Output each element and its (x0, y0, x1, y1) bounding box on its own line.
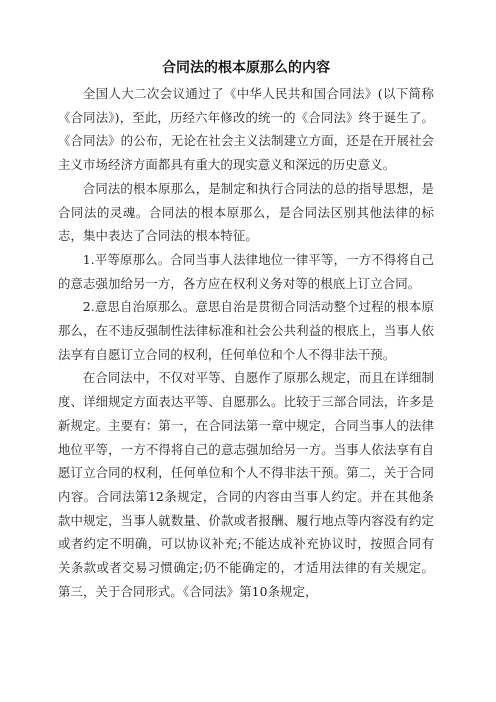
paragraph-details: 在合同法中，不仅对平等、自愿作了原那么规定，而且在详细制度、详细规定方面表达平等、自愿那么。比较于三部合同法，许多是新规定。主要有：第一，在合同法第一章中规定，合同当事人的法律地位平等，一方不得将自己的意志强加给另一方。当事人依法享有自愿订立合同的权利，任何单位和个人不得非法干预。第二，关于合同内容。合同法第12条规定，合同的内容由当事人约定。并在其他条款中规定，当事人就数量、价款或者报酬、履行地点等内容没有约定或者约定不明确，可以协议补充;不能达成补充协议时，按照合同有关条款或者交易习惯确定;仍不能确定的，才适用法律的有关规定。第三，关于合同形式。《合同法》第10条规定， (58, 370, 434, 599)
document-title: 合同法的根本原那么的内容 (162, 60, 330, 76)
paragraph-intro: 全国人大二次会议通过了《中华人民共和国合同法》(以下简称《合同法》)，至此，历经六年修改的统一的《合同法》终于诞生了。《合同法》的公布，无论在社会主义法制建立方面，还是在开展社会主义市场经济方面都具有重大的现实意义和深远的历史意义。 (58, 86, 434, 173)
paragraph-equality: 1.平等原那么。合同当事人法律地位一律平等，一方不得将自己的意志强加给另一方，各方应在权利义务对等的根底上订立合同。 (58, 251, 434, 291)
paragraph-principles: 合同法的根本原那么，是制定和执行合同法的总的指导思想，是合同法的灵魂。合同法的根本原那么，是合同法区别其他法律的标志，集中表达了合同法的根本特征。 (58, 180, 434, 244)
paragraph-autonomy: 2.意思自治原那么。意思自治是贯彻合同活动整个过程的根本原那么，在不违反强制性法律标准和社会公共利益的根底上，当事人依法享有自愿订立合同的权利，任何单位和个人不得非法干预。 (58, 299, 434, 362)
